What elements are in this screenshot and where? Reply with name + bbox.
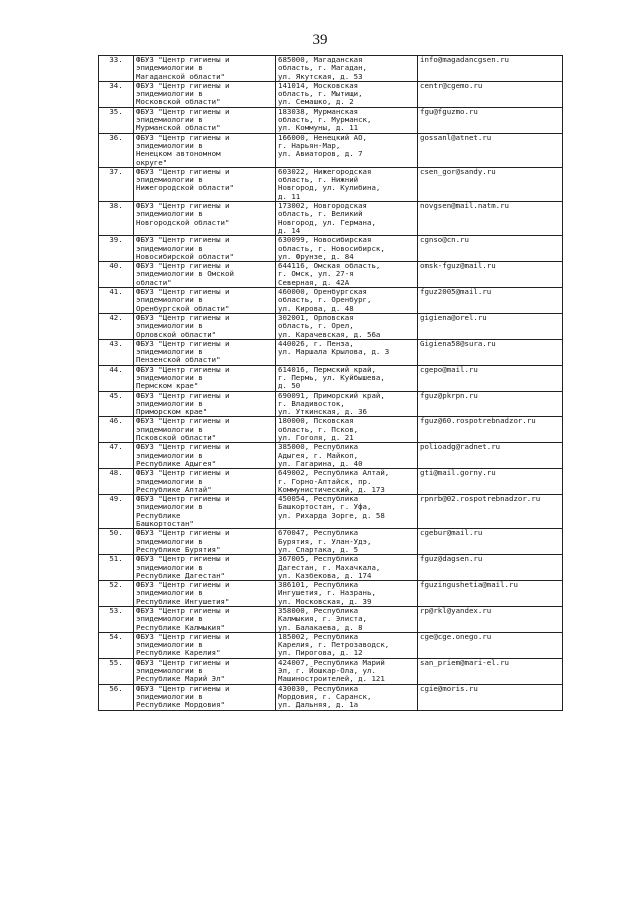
organization-name-line: эпидемиологии в bbox=[136, 614, 203, 624]
postal-address-line: Мордовия, г. Саранск, bbox=[278, 691, 372, 701]
organization-name bbox=[134, 133, 276, 167]
organization-name bbox=[134, 167, 276, 201]
postal-address-line: Адыгея, г. Майкоп, bbox=[278, 450, 359, 460]
organization-name-line: ФБУЗ "Центр гигиены и bbox=[136, 81, 230, 90]
table-row bbox=[99, 469, 563, 495]
organization-name-line: Республике Бурятия" bbox=[136, 544, 221, 554]
postal-address-line: область, г. Мурманск, bbox=[278, 115, 372, 125]
postal-address-line: 630099, Новосибирская bbox=[278, 235, 372, 245]
organization-name-line: Приморском крае" bbox=[136, 407, 208, 417]
organization-name bbox=[134, 658, 276, 684]
postal-address-line: ул. Казбекова, д. 174 bbox=[278, 570, 372, 580]
postal-address bbox=[276, 555, 418, 581]
postal-address-line: Эл, г. Йошкар-Ола, ул. bbox=[278, 666, 376, 676]
postal-address-line: Северная, д. 42А bbox=[278, 277, 350, 287]
table-row bbox=[99, 313, 563, 339]
table-row bbox=[99, 133, 563, 167]
email-address[interactable]: gossanl@atnet.ru bbox=[418, 133, 563, 167]
organization-name-line: Республике Марий Эл" bbox=[136, 674, 225, 684]
table-row bbox=[99, 391, 563, 417]
postal-address-line: ул. Коммуны, д. 11 bbox=[278, 123, 359, 133]
organization-name-line: Псковской области" bbox=[136, 433, 217, 443]
row-number: 40. bbox=[99, 262, 134, 288]
postal-address bbox=[276, 107, 418, 133]
organization-name-line: эпидемиологии в bbox=[136, 89, 203, 99]
postal-address-line: ул. Гагарина, д. 40 bbox=[278, 458, 363, 468]
organization-name bbox=[134, 288, 276, 314]
organization-name-line: ФБУЗ "Центр гигиены и bbox=[136, 606, 230, 615]
row-number: 55. bbox=[99, 658, 134, 684]
postal-address-line: 185002, Республика bbox=[278, 632, 359, 641]
postal-address-line: ул. Пирогова, д. 12 bbox=[278, 648, 363, 658]
row-number: 49. bbox=[99, 495, 134, 529]
postal-address-line: ул. Якутская, д. 53 bbox=[278, 71, 363, 81]
postal-address bbox=[276, 236, 418, 262]
table-row bbox=[99, 81, 563, 107]
table-row bbox=[99, 365, 563, 391]
postal-address-line: область, г. Оренбург, bbox=[278, 295, 372, 305]
organization-name bbox=[134, 262, 276, 288]
postal-address-line: Бурятия, г. Улан-Удэ, bbox=[278, 536, 372, 546]
organization-name-line: ФБУЗ "Центр гигиены и bbox=[136, 684, 230, 693]
organization-name-line: эпидемиологии в bbox=[136, 209, 203, 219]
organization-name-line: Республике Алтай" bbox=[136, 484, 212, 494]
organization-name-line: Республике Мордовия" bbox=[136, 700, 225, 710]
postal-address-line: ул. Авиаторов, д. 7 bbox=[278, 149, 363, 159]
postal-address-line: 180000, Псковская bbox=[278, 416, 354, 426]
postal-address bbox=[276, 529, 418, 555]
organization-name-line: Нижегородской области" bbox=[136, 183, 234, 193]
organization-name-line: Пензенской области" bbox=[136, 355, 221, 365]
email-address[interactable]: rp@rkl@yandex.ru bbox=[418, 607, 563, 633]
postal-address bbox=[276, 288, 418, 314]
row-number: 42. bbox=[99, 313, 134, 339]
organization-name-line: эпидемиологии в bbox=[136, 295, 203, 305]
organization-name-line: ФБУЗ "Центр гигиены и bbox=[136, 235, 230, 245]
organization-name bbox=[134, 581, 276, 607]
postal-address-line: ул. Гоголя, д. 21 bbox=[278, 433, 354, 443]
organization-name-line: эпидемиологии в bbox=[136, 476, 203, 486]
email-address[interactable]: csen_gor@sandy.ru bbox=[418, 167, 563, 201]
postal-address bbox=[276, 443, 418, 469]
organization-name-line: ФБУЗ "Центр гигиены и bbox=[136, 416, 230, 426]
organization-name bbox=[134, 107, 276, 133]
organization-name-line: эпидемиологии в bbox=[136, 63, 203, 73]
postal-address-line: Ингушетия, г. Назрань, bbox=[278, 588, 376, 598]
organization-name-line: Башкортостан" bbox=[136, 519, 194, 529]
postal-address-line: 603022, Нижегородская bbox=[278, 167, 372, 176]
organization-name-line: эпидемиологии в bbox=[136, 321, 203, 331]
email-address[interactable]: cgebur@mail.ru bbox=[418, 529, 563, 555]
organization-name-line: ФБУЗ "Центр гигиены и bbox=[136, 442, 230, 452]
postal-address-line: ул. Карачевская, д. 56а bbox=[278, 329, 381, 339]
table-row bbox=[99, 56, 563, 82]
organization-name-line: округе" bbox=[136, 157, 168, 167]
row-number: 56. bbox=[99, 684, 134, 710]
organization-name bbox=[134, 339, 276, 365]
registry-table bbox=[98, 55, 563, 711]
organization-name bbox=[134, 469, 276, 495]
row-number: 36. bbox=[99, 133, 134, 167]
postal-address-line: Машиностроителей, д. 121 bbox=[278, 674, 385, 684]
organization-name-line: ФБУЗ "Центр гигиены и bbox=[136, 201, 230, 211]
organization-name-line: эпидемиологии в bbox=[136, 536, 203, 546]
organization-name-line: Республике Карелия" bbox=[136, 648, 221, 658]
email-address[interactable]: cgnso@cn.ru bbox=[418, 236, 563, 262]
postal-address bbox=[276, 339, 418, 365]
organization-name bbox=[134, 365, 276, 391]
postal-address bbox=[276, 632, 418, 658]
organization-name-line: Республике Ингушетия" bbox=[136, 596, 230, 606]
organization-name-line: эпидемиологии в bbox=[136, 640, 203, 650]
organization-name-line: эпидемиологии в bbox=[136, 424, 203, 434]
organization-name-line: ФБУЗ "Центр гигиены и bbox=[136, 313, 230, 322]
postal-address-line: 166000, Ненецкий АО, bbox=[278, 133, 367, 142]
postal-address-line: ул. Спартака, д. 5 bbox=[278, 544, 359, 554]
postal-address-line: 690091, Приморский край, bbox=[278, 391, 385, 400]
postal-address-line: ул. Дальняя, д. 1а bbox=[278, 700, 359, 710]
organization-name-line: Орловской области" bbox=[136, 329, 217, 339]
email-address[interactable]: fguzingushetia@mail.ru bbox=[418, 581, 563, 607]
postal-address-line: Башкортостан, г. Уфа, bbox=[278, 502, 372, 512]
row-number: 34. bbox=[99, 81, 134, 107]
organization-name-line: ФБУЗ "Центр гигиены и bbox=[136, 580, 230, 590]
organization-name-line: ФБУЗ "Центр гигиены и bbox=[136, 167, 230, 176]
postal-address-line: ул. Кирова, д. 48 bbox=[278, 303, 354, 313]
organization-name-line: эпидемиологии в bbox=[136, 175, 203, 185]
organization-name-line: ФБУЗ "Центр гигиены и bbox=[136, 365, 230, 374]
postal-address bbox=[276, 167, 418, 201]
row-number: 37. bbox=[99, 167, 134, 201]
organization-name bbox=[134, 391, 276, 417]
postal-address-line: Новгород, ул. Германа, bbox=[278, 217, 376, 227]
organization-name-line: эпидемиологии в bbox=[136, 398, 203, 408]
row-number: 46. bbox=[99, 417, 134, 443]
table-row bbox=[99, 262, 563, 288]
organization-name bbox=[134, 529, 276, 555]
postal-address bbox=[276, 658, 418, 684]
postal-address-line: д. 50 bbox=[278, 381, 301, 391]
postal-address bbox=[276, 365, 418, 391]
postal-address-line: Дагестан, г. Махачкала, bbox=[278, 562, 381, 572]
organization-name-line: ФБУЗ "Центр гигиены и bbox=[136, 468, 230, 478]
postal-address-line: ул. Рихарда Зорге, д. 58 bbox=[278, 510, 385, 520]
organization-name-line: эпидемиологии в bbox=[136, 243, 203, 253]
postal-address-line: 685000, Магаданская bbox=[278, 55, 363, 64]
row-number: 53. bbox=[99, 607, 134, 633]
organization-name-line: Мурманской области" bbox=[136, 123, 221, 133]
row-number: 41. bbox=[99, 288, 134, 314]
postal-address-line: Коммунистический, д. 173 bbox=[278, 484, 385, 494]
email-address[interactable]: fguz@pkrpn.ru bbox=[418, 391, 563, 417]
email-address[interactable]: gigiena@orel.ru bbox=[418, 313, 563, 339]
organization-name-line: ФБУЗ "Центр гигиены и bbox=[136, 391, 230, 400]
organization-name bbox=[134, 555, 276, 581]
email-address[interactable]: fguz@60.rospotrebnadzor.ru bbox=[418, 417, 563, 443]
organization-name-line: ФБУЗ "Центр гигиены и bbox=[136, 528, 230, 538]
table-row bbox=[99, 632, 563, 658]
organization-name-line: Республике Дагестан" bbox=[136, 570, 225, 580]
postal-address-line: Новгород, ул. Кулибина, bbox=[278, 183, 381, 193]
postal-address-line: ул. Московская, д. 39 bbox=[278, 596, 372, 606]
organization-name-line: ФБУЗ "Центр гигиены и bbox=[136, 287, 230, 297]
row-number: 33. bbox=[99, 56, 134, 82]
organization-name-line: Республике Адыгея" bbox=[136, 458, 217, 468]
email-address[interactable]: novgsen@mail.natm.ru bbox=[418, 202, 563, 236]
table-row bbox=[99, 443, 563, 469]
postal-address bbox=[276, 684, 418, 710]
postal-address bbox=[276, 391, 418, 417]
organization-name bbox=[134, 495, 276, 529]
table-row bbox=[99, 495, 563, 529]
email-address[interactable]: san_priem@mari-el.ru bbox=[418, 658, 563, 684]
organization-name-line: эпидемиологии в bbox=[136, 450, 203, 460]
email-address[interactable]: fgu@fguzmo.ru bbox=[418, 107, 563, 133]
row-number: 50. bbox=[99, 529, 134, 555]
postal-address-line: область, г. Нижний bbox=[278, 175, 359, 185]
postal-address-line: 302001, Орловская bbox=[278, 313, 354, 322]
postal-address-line: Калмыкия, г. Элиста, bbox=[278, 614, 367, 624]
postal-address-line: 424007, Республика Марий bbox=[278, 658, 385, 667]
organization-name-line: эпидемиологии в bbox=[136, 562, 203, 572]
postal-address bbox=[276, 581, 418, 607]
organization-name-line: Оренбургской области" bbox=[136, 303, 230, 313]
postal-address bbox=[276, 56, 418, 82]
postal-address-line: 450054, Республика bbox=[278, 494, 359, 504]
organization-name-line: Новосибирской области" bbox=[136, 251, 234, 261]
organization-name bbox=[134, 313, 276, 339]
postal-address-line: область, г. Новосибирск, bbox=[278, 243, 385, 253]
email-address[interactable]: Gigiena58@sura.ru bbox=[418, 339, 563, 365]
postal-address-line: ул. Маршала Крылова, д. 3 bbox=[278, 347, 390, 357]
postal-address-line: г. Горно-Алтайск, пр. bbox=[278, 476, 372, 486]
organization-name-line: Новгородской области" bbox=[136, 217, 230, 227]
postal-address-line: 385000, Республика bbox=[278, 442, 359, 452]
row-number: 43. bbox=[99, 339, 134, 365]
table-row bbox=[99, 555, 563, 581]
table-row bbox=[99, 167, 563, 201]
organization-name-line: эпидемиологии в bbox=[136, 140, 203, 150]
postal-address-line: ул. Балакаева, д. 8 bbox=[278, 622, 363, 632]
postal-address-line: область, г. Орел, bbox=[278, 321, 354, 331]
postal-address-line: Карелия, г. Петрозаводск, bbox=[278, 640, 390, 650]
postal-address-line: ул. Уткинская, д. 36 bbox=[278, 407, 367, 417]
postal-address-line: 430030, Республика bbox=[278, 684, 359, 693]
organization-name-line: ФБУЗ "Центр гигиены и bbox=[136, 133, 230, 142]
postal-address bbox=[276, 81, 418, 107]
table-row bbox=[99, 202, 563, 236]
email-address[interactable]: cgepo@mail.ru bbox=[418, 365, 563, 391]
row-number: 48. bbox=[99, 469, 134, 495]
postal-address-line: 644116, Омская область, bbox=[278, 261, 381, 271]
email-address[interactable]: fguz2005@mail.ru bbox=[418, 288, 563, 314]
organization-name-line: ФБУЗ "Центр гигиены и bbox=[136, 494, 230, 504]
table-row bbox=[99, 529, 563, 555]
postal-address bbox=[276, 495, 418, 529]
postal-address-line: 173002, Новгородская bbox=[278, 201, 367, 211]
table-row bbox=[99, 417, 563, 443]
postal-address-line: 367005, Республика bbox=[278, 554, 359, 564]
postal-address bbox=[276, 133, 418, 167]
organization-name-line: эпидемиологии в bbox=[136, 347, 203, 357]
row-number: 54. bbox=[99, 632, 134, 658]
row-number: 35. bbox=[99, 107, 134, 133]
organization-name-line: Ненецком автономном bbox=[136, 149, 221, 159]
organization-name-line: эпидемиологии в bbox=[136, 372, 203, 382]
email-address[interactable]: polioadg@radnet.ru bbox=[418, 443, 563, 469]
organization-name-line: эпидемиологии в bbox=[136, 588, 203, 598]
email-address[interactable]: cge@cge.onego.ru bbox=[418, 632, 563, 658]
table-row bbox=[99, 658, 563, 684]
organization-name bbox=[134, 56, 276, 82]
organization-name-line: ФБУЗ "Центр гигиены и bbox=[136, 261, 230, 271]
email-address[interactable]: omsk-fguz@mail.ru bbox=[418, 262, 563, 288]
postal-address-line: 614016, Пермский край, bbox=[278, 365, 376, 374]
postal-address-line: 670047, Республика bbox=[278, 528, 359, 538]
email-address[interactable]: cgie@moris.ru bbox=[418, 684, 563, 710]
row-number: 44. bbox=[99, 365, 134, 391]
organization-name bbox=[134, 81, 276, 107]
row-number: 47. bbox=[99, 443, 134, 469]
postal-address bbox=[276, 469, 418, 495]
row-number: 45. bbox=[99, 391, 134, 417]
postal-address-line: 358000, Республика bbox=[278, 606, 359, 615]
organization-name bbox=[134, 443, 276, 469]
table-row bbox=[99, 581, 563, 607]
organization-name-line: ФБУЗ "Центр гигиены и bbox=[136, 632, 230, 641]
table-row bbox=[99, 684, 563, 710]
postal-address-line: г. Владивосток, bbox=[278, 398, 345, 408]
postal-address-line: г. Омск, ул. 27-я bbox=[278, 269, 354, 279]
email-address[interactable]: fguz@dagsen.ru bbox=[418, 555, 563, 581]
page-number: 39 bbox=[312, 32, 328, 48]
row-number: 38. bbox=[99, 202, 134, 236]
postal-address-line: область, г. Магадан, bbox=[278, 63, 367, 73]
table-row bbox=[99, 236, 563, 262]
organization-name-line: эпидемиологии в bbox=[136, 115, 203, 125]
organization-name-line: эпидемиологии в bbox=[136, 691, 203, 701]
postal-address-line: 440026, г. Пенза, bbox=[278, 339, 354, 348]
organization-name bbox=[134, 684, 276, 710]
postal-address-line: 649002, Республика Алтай, bbox=[278, 468, 390, 478]
row-number: 51. bbox=[99, 555, 134, 581]
organization-name-line: ФБУЗ "Центр гигиены и bbox=[136, 658, 230, 667]
postal-address-line: г. Нарьян-Мар, bbox=[278, 140, 341, 150]
organization-name-line: Московской области" bbox=[136, 97, 221, 107]
organization-name-line: эпидемиологии в bbox=[136, 502, 203, 512]
organization-name-line: Республике Калмыкия" bbox=[136, 622, 225, 632]
row-number: 39. bbox=[99, 236, 134, 262]
table-row bbox=[99, 607, 563, 633]
organization-name bbox=[134, 236, 276, 262]
email-address[interactable]: info@magadancgsen.ru bbox=[418, 56, 563, 82]
organization-name-line: ФБУЗ "Центр гигиены и bbox=[136, 55, 230, 64]
table-row bbox=[99, 107, 563, 133]
postal-address bbox=[276, 262, 418, 288]
email-address[interactable]: rpnrb@02.rospotrebnadzor.ru bbox=[418, 495, 563, 529]
postal-address bbox=[276, 417, 418, 443]
postal-address-line: г. Пермь, ул. Куйбышева, bbox=[278, 372, 385, 382]
organization-name-line: Республике bbox=[136, 510, 181, 520]
organization-name bbox=[134, 632, 276, 658]
table-row bbox=[99, 288, 563, 314]
postal-address bbox=[276, 313, 418, 339]
organization-name bbox=[134, 417, 276, 443]
postal-address bbox=[276, 202, 418, 236]
organization-name bbox=[134, 607, 276, 633]
postal-address-line: 141014, Московская bbox=[278, 81, 359, 90]
organization-name-line: ФБУЗ "Центр гигиены и bbox=[136, 107, 230, 116]
email-address[interactable]: gti@mail.gorny.ru bbox=[418, 469, 563, 495]
organization-name-line: Пермском крае" bbox=[136, 381, 199, 391]
organization-name-line: ФБУЗ "Центр гигиены и bbox=[136, 339, 230, 348]
organization-name bbox=[134, 202, 276, 236]
postal-address-line: д. 14 bbox=[278, 225, 301, 235]
email-address[interactable]: centr@cgemo.ru bbox=[418, 81, 563, 107]
row-number: 52. bbox=[99, 581, 134, 607]
organization-name-line: Магаданской области" bbox=[136, 71, 225, 81]
table-row bbox=[99, 339, 563, 365]
organization-name-line: ФБУЗ "Центр гигиены и bbox=[136, 554, 230, 564]
organization-name-line: эпидемиологии в bbox=[136, 666, 203, 676]
postal-address-line: 460000, Оренбургская bbox=[278, 287, 367, 297]
registry-table-body bbox=[99, 56, 563, 711]
organization-name-line: области" bbox=[136, 277, 172, 287]
organization-name-line: эпидемиологии в Омской bbox=[136, 269, 234, 279]
postal-address-line: 386101, Республика bbox=[278, 580, 359, 590]
postal-address-line: область, г. Мытищи, bbox=[278, 89, 363, 99]
postal-address-line: 183038, Мурманская bbox=[278, 107, 359, 116]
postal-address-line: область, г. Псков, bbox=[278, 424, 359, 434]
postal-address-line: область, г. Великий bbox=[278, 209, 363, 219]
postal-address-line: д. 11 bbox=[278, 191, 301, 201]
postal-address-line: ул. Семашко, д. 2 bbox=[278, 97, 354, 107]
postal-address bbox=[276, 607, 418, 633]
postal-address-line: ул. Фрунзе, д. 84 bbox=[278, 251, 354, 261]
